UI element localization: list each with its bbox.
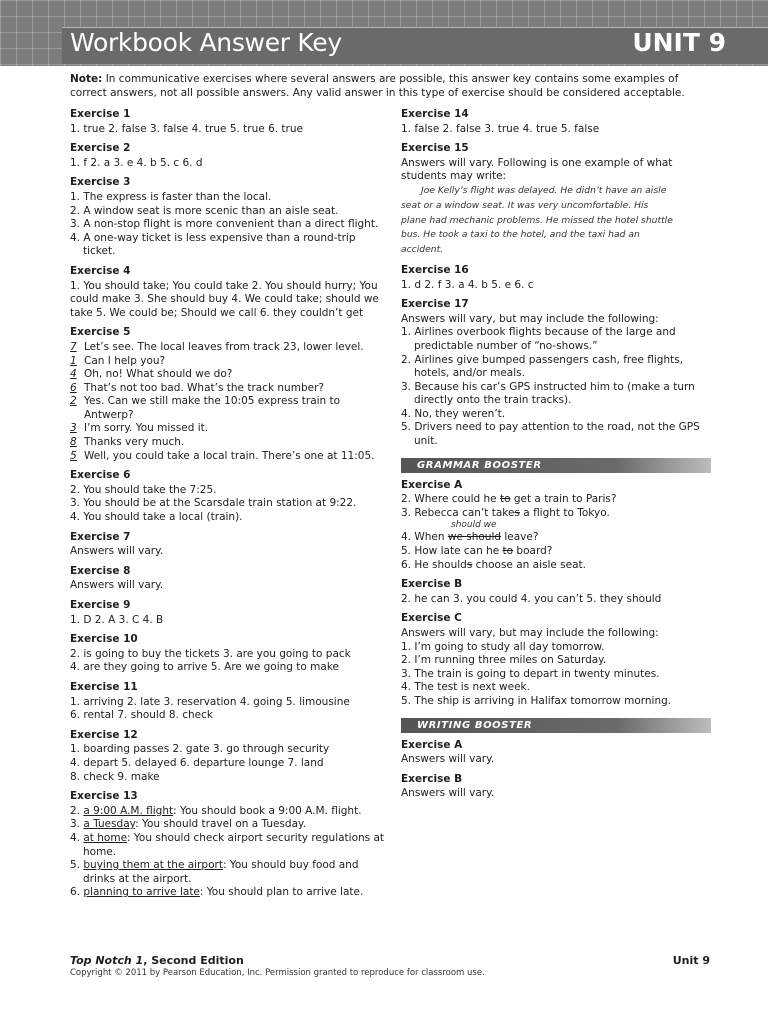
text: get a train to Paris?	[510, 493, 617, 506]
exercise-11-item: 1. arriving 2. late 3. reservation 4. going 5. limousine	[70, 695, 350, 708]
exercise-13-title: Exercise 13	[70, 790, 138, 803]
book-name: Top Notch 1	[70, 954, 144, 967]
exercise-1-title: Exercise 1	[70, 108, 131, 120]
edition: , Second Edition	[143, 954, 244, 967]
left-column	[70, 108, 388, 900]
exercise-5-item	[70, 422, 388, 436]
item-number: 5.	[70, 859, 81, 872]
order-number: 8	[70, 436, 77, 449]
exercise-2-title: Exercise 2	[70, 142, 131, 155]
underlined-phrase: at home	[83, 831, 128, 844]
exercise-5-item	[70, 395, 388, 422]
exercise-17-item: 4. No, they weren’t.	[401, 407, 506, 420]
dialogue-line: Yes. Can we still make the 10:05 express train to Antwerp?	[84, 395, 341, 421]
handwritten-sample	[401, 184, 711, 258]
grammar-b-answers: 2. he can 3. you could 4. you can’t 5. they should	[401, 592, 662, 605]
right-column	[401, 108, 711, 801]
exercise-5-item	[70, 450, 388, 464]
text: 3. Rebecca can’t take	[401, 506, 515, 519]
order-number: 6	[70, 381, 77, 394]
handwritten-line: accident.	[401, 244, 444, 256]
handwritten-line: seat or a window seat. It was very uncomfortable. His	[401, 199, 649, 211]
exercise-17-item: 5. Drivers need to pay attention to the road, not the GPS unit.	[401, 421, 700, 448]
exercise-5-item	[70, 341, 388, 355]
exercise-12-item: 4. depart 5. delayed 6. departure lounge 7. land	[70, 756, 324, 769]
order-number: 3	[70, 422, 77, 435]
answer-text: : You should plan to arrive late.	[199, 886, 364, 899]
struck-text: to	[502, 545, 514, 558]
exercise-16-answers: 1. d 2. f 3. a 4. b 5. e 6. c	[401, 278, 534, 291]
answer-text: : You should travel on a Tuesday.	[135, 818, 307, 831]
banner-label: GRAMMAR BOOSTER	[417, 459, 542, 471]
exercise-10-title: Exercise 10	[70, 633, 138, 646]
exercise-13-item	[70, 886, 388, 900]
exercise-6-item: 4. You should take a local (train).	[70, 511, 243, 524]
note	[70, 72, 710, 100]
answer-text: : You should book a 9:00 A.M. flight.	[173, 804, 362, 817]
exercise-12-title: Exercise 12	[70, 728, 138, 741]
struck-text: we should	[447, 531, 502, 544]
underlined-phrase: planning to arrive late	[83, 886, 200, 899]
exercise-6-title: Exercise 6	[70, 469, 131, 482]
exercise-17-title: Exercise 17	[401, 298, 469, 311]
order-number: 7	[70, 340, 77, 353]
order-number: 4	[70, 368, 77, 381]
dialogue-line: Let’s see. The local leaves from track 23, lower level.	[84, 340, 364, 353]
exercise-17-item: 1. Airlines overbook flights because of the large and predictable number of “no-shows.”	[401, 326, 676, 352]
exercise-4-answers: 1. You should take; You could take 2. You should hurry; You could make 3. She should buy 4. We could take; should we take 5. We could be; Should we call 6. they couldn’t get	[70, 279, 379, 319]
order-number: 2	[70, 395, 77, 408]
order-number: 1	[70, 354, 77, 367]
exercise-12-item: 1. boarding passes 2. gate 3. go through security	[70, 743, 330, 756]
struck-text: s	[466, 558, 473, 571]
footer-unit: Unit 9	[672, 954, 710, 967]
exercise-13-item	[70, 832, 388, 859]
note-label: Note:	[70, 73, 103, 85]
answer-text: : You should buy food and drinks at the airport.	[83, 859, 359, 885]
exercise-10-item: 2. is going to buy the tickets 3. are you going to pack	[70, 647, 351, 660]
footer-book-title	[70, 954, 244, 967]
text: a flight to Tokyo.	[519, 506, 610, 519]
grammar-a-item	[401, 545, 711, 559]
exercise-11-item: 6. rental 7. should 8. check	[70, 709, 213, 722]
answer-text: : You should check airport security regulations at home.	[83, 831, 385, 858]
exercise-9-answers: 1. D 2. A 3. C 4. B	[70, 613, 164, 626]
exercise-5-item	[70, 368, 388, 382]
exercise-7-title: Exercise 7	[70, 530, 131, 543]
exercise-3-title: Exercise 3	[70, 176, 131, 189]
exercise-5-item	[70, 355, 388, 369]
exercise-13-item	[70, 805, 388, 819]
dialogue-line: Thanks very much.	[84, 436, 185, 449]
exercise-5-item	[70, 382, 388, 396]
text: board?	[513, 545, 553, 558]
exercise-8-title: Exercise 8	[70, 564, 131, 577]
text: leave?	[501, 531, 539, 544]
writing-exercise-a-title: Exercise A	[401, 738, 463, 751]
exercise-1-answers: 1. true 2. false 3. false 4. true 5. true 6. true	[70, 122, 303, 135]
text: 4. When	[401, 531, 448, 544]
exercise-17-intro: Answers will vary, but may include the following:	[401, 312, 659, 325]
exercise-3-item: 1. The express is faster than the local.	[70, 190, 272, 203]
dialogue-line: That’s not too bad. What’s the track number?	[84, 381, 324, 394]
exercise-9-title: Exercise 9	[70, 599, 131, 611]
text: 2. Where could he	[401, 493, 500, 506]
handwritten-line: Joe Kelly’s flight was delayed. He didn’t have an aisle	[421, 184, 667, 196]
exercise-15-intro: Answers will vary. Following is one example of what students may write:	[401, 156, 673, 183]
grammar-c-item: 2. I’m running three miles on Saturday.	[401, 654, 607, 667]
exercise-14-title: Exercise 14	[401, 108, 469, 120]
exercise-12-item: 8. check 9. make	[70, 770, 160, 783]
exercise-10-item: 4. are they going to arrive 5. Are we going to make	[70, 661, 339, 674]
exercise-3-item: 2. A window seat is more scenic than an aisle seat.	[70, 204, 339, 217]
page-title: Workbook Answer Key	[70, 28, 342, 57]
handwritten-line: bus. He took a taxi to the hotel, and the taxi had an	[401, 229, 640, 241]
writing-a-answers: Answers will vary.	[401, 753, 495, 766]
underlined-phrase: a 9:00 A.M. flight	[83, 804, 174, 817]
item-number: 2.	[70, 804, 81, 817]
struck-text: s	[514, 506, 520, 519]
grammar-a-item	[401, 531, 711, 545]
dialogue-line: Well, you could take a local train. There’s one at 11:05.	[84, 449, 375, 462]
exercise-11-title: Exercise 11	[70, 680, 138, 693]
exercise-5-title: Exercise 5	[70, 326, 131, 339]
writing-b-answers: Answers will vary.	[401, 787, 495, 800]
exercise-16-title: Exercise 16	[401, 263, 469, 276]
unit-label: UNIT 9	[632, 28, 726, 57]
text: 6. He should	[401, 558, 467, 571]
exercise-17-item: 3. Because his car’s GPS instructed him to (make a turn directly onto the train tracks).	[401, 380, 695, 407]
dialogue-line: Can I help you?	[84, 354, 166, 367]
underlined-phrase: buying them at the airport	[83, 859, 223, 872]
dialogue-line: I’m sorry. You missed it.	[84, 422, 209, 435]
grammar-exercise-b-title: Exercise B	[401, 578, 463, 591]
handwritten-correction: should we	[451, 520, 497, 531]
grammar-c-item: 4. The test is next week.	[401, 681, 530, 694]
exercise-17-item: 2. Airlines give bumped passengers cash, free flights, hotels, and/or meals.	[401, 353, 684, 380]
order-number: 5	[70, 449, 77, 462]
grammar-c-item: 5. The ship is arriving in Halifax tomorrow morning.	[401, 694, 672, 707]
grammar-exercise-c-title: Exercise C	[401, 612, 462, 625]
text: 5. How late can he	[401, 545, 503, 558]
writing-exercise-b-title: Exercise B	[401, 772, 463, 785]
exercise-7-answers: Answers will vary.	[70, 545, 164, 558]
exercise-15-title: Exercise 15	[401, 142, 469, 155]
handwritten-line: plane had mechanic problems. He missed the hotel shuttle	[401, 214, 673, 226]
exercise-3-item: 4. A one-way ticket is less expensive than a round-trip ticket.	[70, 231, 356, 258]
grammar-c-intro: Answers will vary, but may include the following:	[401, 627, 659, 640]
grammar-booster-banner	[401, 458, 711, 473]
exercise-2-answers: 1. f 2. a 3. e 4. b 5. c 6. d	[70, 156, 203, 169]
grammar-a-item	[401, 559, 711, 573]
exercise-13-item	[70, 859, 388, 886]
exercise-4-title: Exercise 4	[70, 264, 131, 277]
text: choose an aisle seat.	[472, 558, 586, 571]
item-number: 3.	[70, 818, 81, 831]
exercise-6-item: 3. You should be at the Scarsdale train station at 9:22.	[70, 497, 357, 510]
grammar-a-item	[401, 507, 711, 521]
grammar-c-item: 1. I’m going to study all day tomorrow.	[401, 640, 605, 653]
grammar-c-item: 3. The train is going to depart in twenty minutes.	[401, 667, 660, 680]
item-number: 4.	[70, 831, 81, 844]
struck-text: to	[499, 493, 511, 506]
item-number: 6.	[70, 886, 81, 899]
exercise-5-item	[70, 436, 388, 450]
grammar-exercise-a-title: Exercise A	[401, 478, 463, 491]
banner-label: WRITING BOOSTER	[417, 719, 533, 731]
dialogue-line: Oh, no! What should we do?	[84, 368, 233, 381]
copyright-notice: Copyright © 2011 by Pearson Education, Inc. Permission granted to reproduce for classroom use.	[70, 968, 485, 978]
exercise-3-item: 3. A non-stop flight is more convenient than a direct flight.	[70, 218, 379, 231]
note-text: In communicative exercises where several answers are possible, this answer key contains some examples of correct answers, not all possible answers. Any valid answer in this type of exercise should be considered acceptable.	[70, 73, 685, 99]
exercise-8-answers: Answers will vary.	[70, 579, 164, 592]
underlined-phrase: a Tuesday	[83, 818, 136, 831]
exercise-14-answers: 1. false 2. false 3. true 4. true 5. false	[401, 122, 600, 135]
grammar-a-item	[401, 493, 711, 507]
exercise-13-item	[70, 818, 388, 832]
exercise-6-item: 2. You should take the 7:25.	[70, 483, 217, 496]
writing-booster-banner	[401, 718, 711, 733]
